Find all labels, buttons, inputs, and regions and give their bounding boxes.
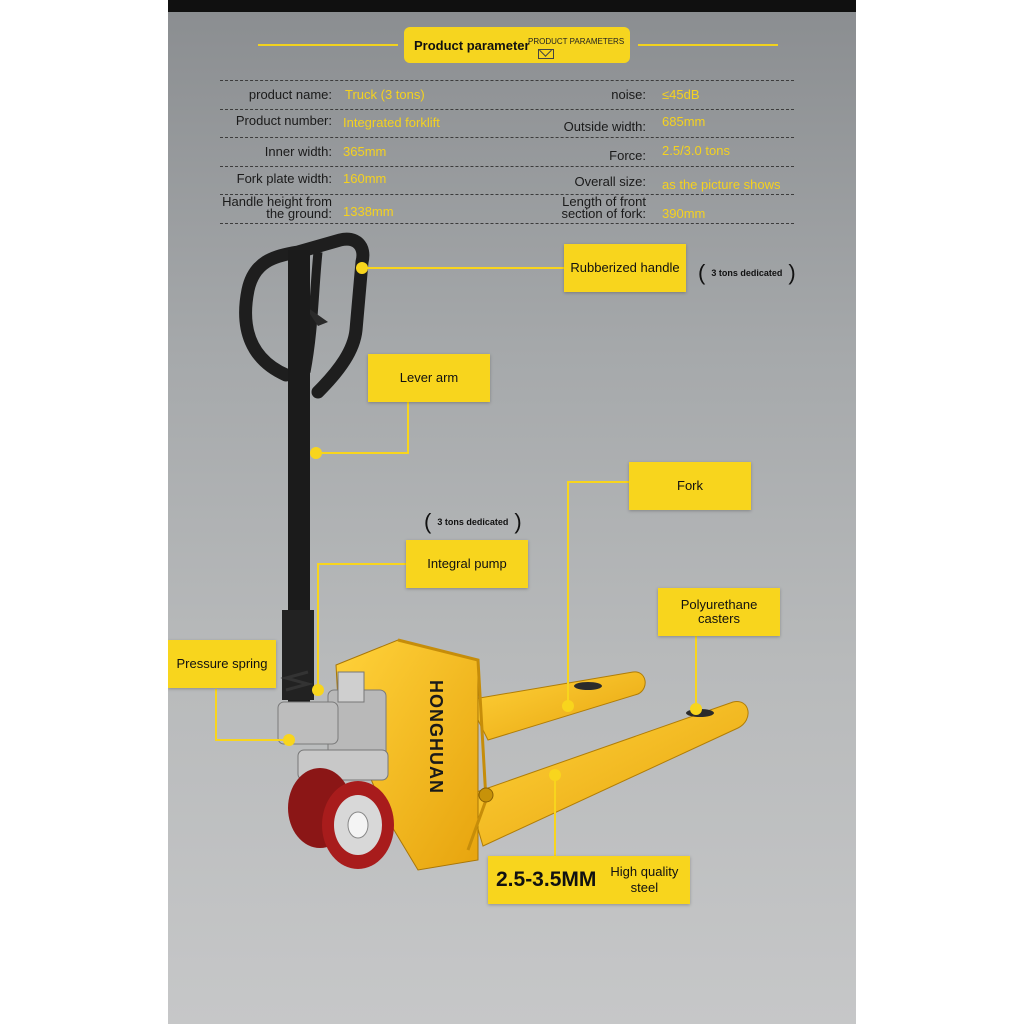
label-lever-arm: Lever arm	[368, 354, 490, 402]
fork-hole	[574, 682, 602, 690]
label-pressure-spring: Pressure spring	[168, 640, 276, 688]
pump-cylinder	[338, 672, 364, 702]
callout-dot	[562, 700, 574, 712]
param-value: 390mm	[662, 206, 706, 221]
param-value: as the picture shows	[662, 177, 781, 192]
note-pump-3-tons: ( 3 tons dedicated )	[424, 505, 522, 531]
param-label: Force:	[609, 148, 646, 163]
param-value: ≤45dB	[662, 87, 700, 102]
param-label: Length of front section of fork:	[561, 194, 646, 221]
callout-dot	[312, 684, 324, 696]
header-title: Product parameter	[414, 38, 530, 53]
label-polyurethane-casters: Polyurethane casters	[658, 588, 780, 636]
param-value: 365mm	[343, 144, 387, 159]
param-value: 685mm	[662, 114, 706, 129]
label-rubberized-handle: Rubberized handle	[564, 244, 686, 292]
note-handle-3-tons: ( 3 tons dedicated )	[698, 256, 796, 282]
param-value: Integrated forklift	[343, 115, 440, 130]
label-steel-thickness	[488, 856, 690, 904]
label-integral-pump: Integral pump	[406, 540, 528, 588]
param-label: Inner width:	[264, 144, 332, 159]
axle-bolt	[479, 788, 493, 802]
param-value: 160mm	[343, 171, 387, 186]
param-value: 2.5/3.0 tons	[662, 143, 730, 158]
fork-rear	[468, 672, 645, 740]
brand-logo-text: HONGHUAN	[426, 680, 446, 794]
param-value: 1338mm	[343, 204, 394, 219]
param-label: Outside width:	[563, 119, 646, 134]
product-panel	[168, 0, 856, 1024]
steel-thickness-value: 2.5-3.5MM	[496, 868, 597, 891]
header-subtitle: PRODUCT PARAMETERS	[528, 37, 625, 46]
label-fork: Fork	[629, 462, 751, 510]
callout-dot	[356, 262, 368, 274]
param-label: product name:	[248, 87, 332, 102]
param-label: Product number:	[235, 113, 332, 128]
steel-quality-text: High quality steel	[610, 864, 679, 895]
param-value: Truck (3 tons)	[345, 87, 425, 102]
callout-dot	[690, 703, 702, 715]
callout-dot	[283, 734, 295, 746]
callout-dot	[310, 447, 322, 459]
param-label: noise:	[611, 87, 646, 102]
param-label: Handle height from the ground:	[222, 194, 332, 221]
param-label: Overall size:	[574, 174, 646, 189]
param-label: Fork plate width:	[236, 171, 332, 186]
callout-dot	[549, 769, 561, 781]
